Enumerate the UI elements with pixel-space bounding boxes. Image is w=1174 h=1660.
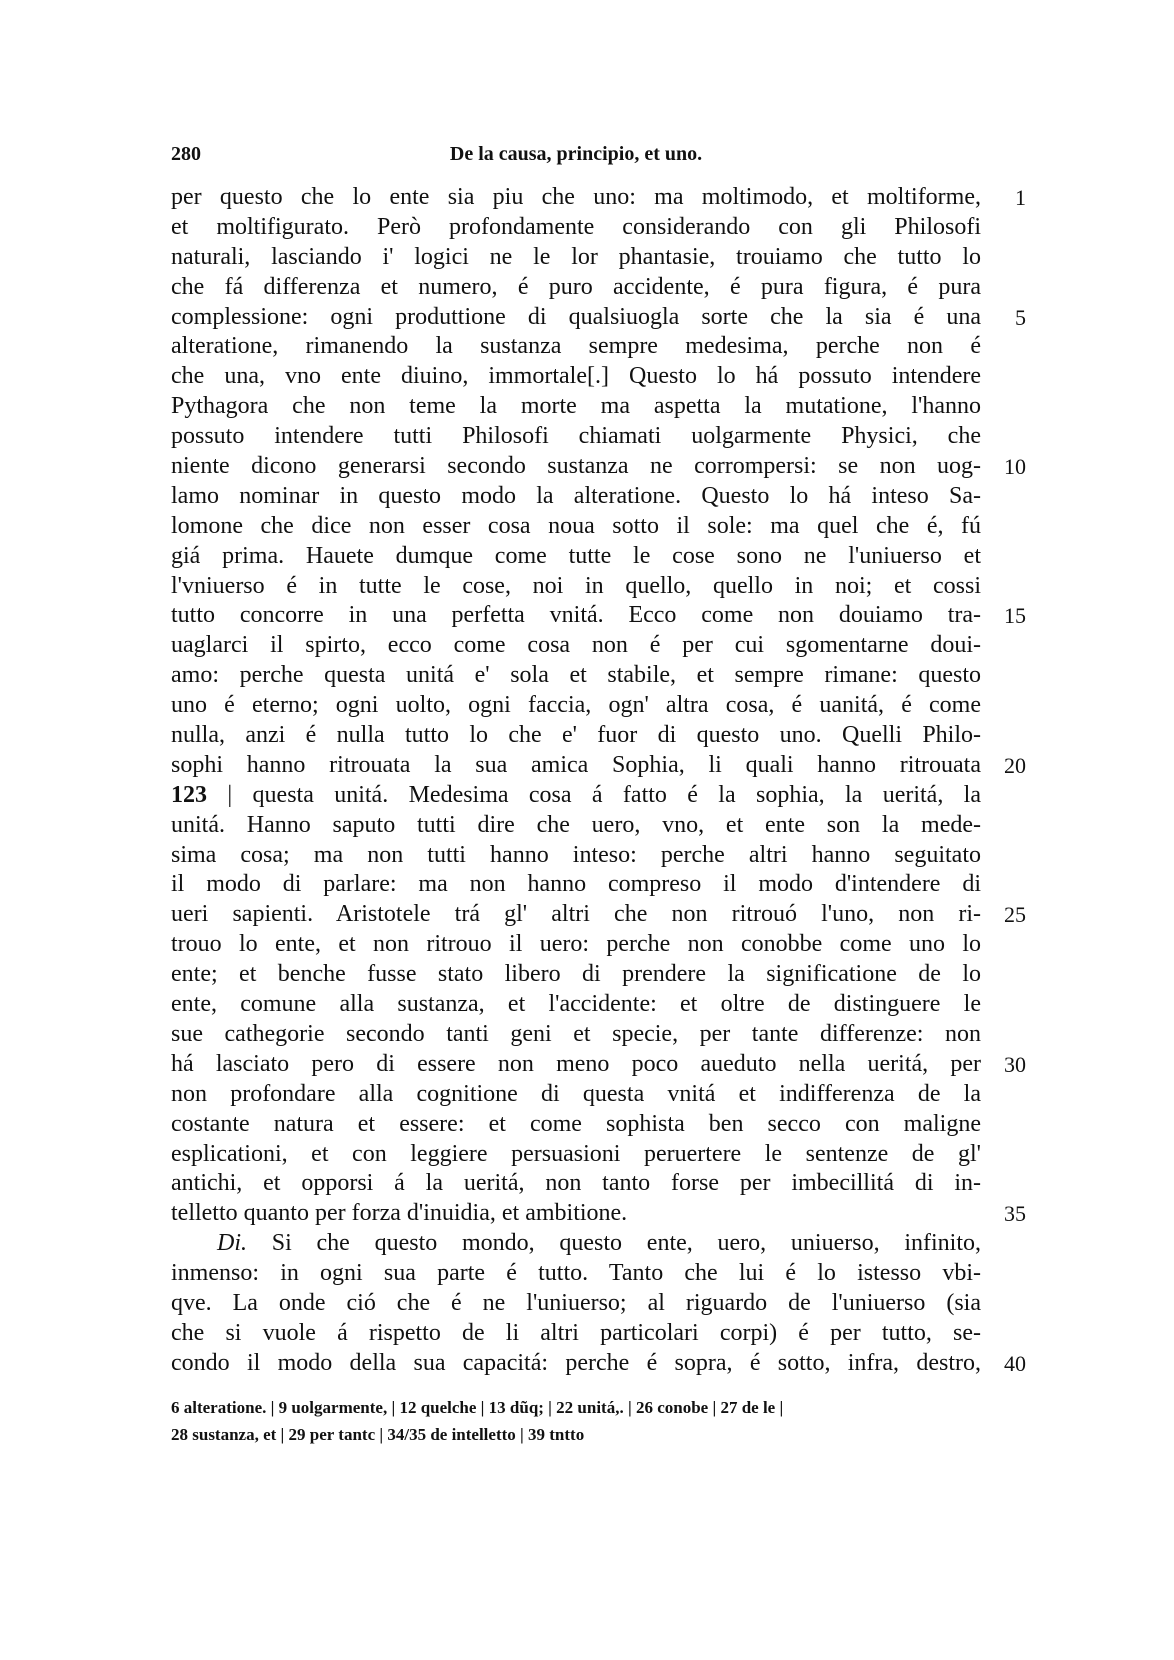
line-content: uaglarci il spirto, ecco come cosa non é per cui sgomentarne doui- xyxy=(171,632,981,659)
page-header xyxy=(171,143,981,173)
text-line xyxy=(171,243,981,273)
line-text xyxy=(171,332,981,362)
line-content: lomone che dice non esser cosa noua sotto il sole: ma quel che é, fú xyxy=(171,512,981,539)
page-number: 280 xyxy=(171,143,201,165)
line-content: non profondare alla cognitione di questa vnitá et indifferenza de la xyxy=(171,1080,981,1107)
line-content: sima cosa; ma non tutti hanno inteso: perche altri hanno seguitato xyxy=(171,841,981,868)
text-line xyxy=(171,362,981,392)
line-content: lamo nominar in questo modo la alteratione. Questo lo há inteso Sa- xyxy=(171,482,981,509)
text-line xyxy=(171,811,981,841)
line-content: sophi hanno ritrouata la sua amica Sophia, li quali hanno ritrouata xyxy=(171,751,981,778)
line-text xyxy=(171,631,981,661)
line-text xyxy=(171,183,981,213)
edition-page-marker: 123 xyxy=(171,781,207,808)
line-content: alteratione, rimanendo la sustanza sempre medesima, perche non é xyxy=(171,333,981,360)
line-content: per questo che lo ente sia piu che uno: ma moltimodo, et moltiforme, xyxy=(171,184,981,210)
line-content: che si vuole á rispetto de li altri particolari corpi) é per tutto, se- xyxy=(171,1319,981,1346)
line-number: 20 xyxy=(1004,752,1026,778)
line-text xyxy=(171,1110,981,1140)
line-content: qve. La onde ció che é ne l'uniuerso; al riguardo de l'uniuerso (sia xyxy=(171,1289,981,1316)
line-number: 35 xyxy=(1004,1201,1026,1227)
text-line xyxy=(171,482,981,512)
text-line xyxy=(171,900,1026,930)
line-content: unitá. Hanno saputo tutti dire che uero, vno, et ente son la mede- xyxy=(171,811,981,838)
text-line xyxy=(171,1349,1026,1379)
line-number: 5 xyxy=(1015,304,1026,330)
line-text xyxy=(171,422,981,452)
line-text xyxy=(171,1229,981,1259)
text-line xyxy=(171,691,981,721)
text-line xyxy=(171,1110,981,1140)
text-line xyxy=(171,1020,981,1050)
line-text xyxy=(171,1169,981,1199)
line-content: ente; et benche fusse stato libero di prendere la significatione de lo xyxy=(171,961,981,988)
line-content: giá prima. Hauete dumque come tutte le cose sono ne l'uniuerso et xyxy=(171,542,981,569)
body-text xyxy=(171,183,1026,1379)
text-line xyxy=(171,1050,1026,1080)
line-content: l'vniuerso é in tutte le cose, noi in quello, quello in noi; et cossi xyxy=(171,572,981,599)
line-text xyxy=(171,243,981,273)
line-text xyxy=(171,930,981,960)
line-content: telletto quanto per forza d'inuidia, et ambitione. xyxy=(171,1200,628,1227)
line-text xyxy=(171,721,981,751)
line-text xyxy=(171,213,981,243)
text-line xyxy=(171,631,981,661)
text-line xyxy=(171,601,1026,631)
line-content: | questa unitá. Medesima cosa á fatto é la sophia, la ueritá, la xyxy=(227,781,982,808)
line-text xyxy=(171,811,981,841)
line-text xyxy=(171,1349,981,1379)
line-content: possuto intendere tutti Philosofi chiamati uolgarmente Physici, che xyxy=(171,423,981,450)
line-content: Si che questo mondo, questo ente, uero, uniuerso, infinito, xyxy=(271,1230,981,1257)
line-content: inmenso: in ogni sua parte é tutto. Tanto che lui é lo istesso vbi- xyxy=(171,1260,981,1287)
text-line xyxy=(171,303,1026,333)
line-text xyxy=(171,362,981,392)
text-line xyxy=(171,1080,981,1110)
line-content: há lasciato pero di essere non meno poco aueduto nella ueritá, per xyxy=(171,1050,981,1077)
line-text xyxy=(171,1020,981,1050)
text-line xyxy=(171,392,981,422)
line-number: 15 xyxy=(1004,603,1026,629)
line-content: costante natura et essere: et come sophista ben secco con maligne xyxy=(171,1110,981,1137)
line-text xyxy=(171,542,981,572)
line-text xyxy=(171,870,981,900)
line-text xyxy=(171,572,981,602)
line-text xyxy=(171,303,981,333)
line-content: trouo lo ente, et non ritrouo il uero: perche non conobbe come uno lo xyxy=(171,931,981,958)
text-line xyxy=(171,542,981,572)
text-line xyxy=(171,1259,981,1289)
text-line xyxy=(171,183,1026,213)
line-number: 10 xyxy=(1004,454,1026,480)
line-number: 30 xyxy=(1004,1051,1026,1077)
line-text xyxy=(171,1050,981,1080)
line-text xyxy=(171,751,981,781)
line-content: tutto concorre in una perfetta vnitá. Ecco come non douiamo tra- xyxy=(171,602,981,629)
text-line xyxy=(171,1199,1026,1229)
text-line xyxy=(171,930,981,960)
line-text xyxy=(171,1289,981,1319)
line-content: che una, vno ente diuino, immortale[.] Questo lo há possuto intendere xyxy=(171,363,981,390)
line-content: antichi, et opporsi á la ueritá, non tanto forse per imbecillitá di in- xyxy=(171,1170,981,1197)
line-content: complessione: ogni produttione di qualsiuogla sorte che la sia é una xyxy=(171,303,981,330)
line-content: esplicationi, et con leggiere persuasioni peruertere le sentenze de gl' xyxy=(171,1140,981,1167)
text-line xyxy=(171,572,981,602)
text-line xyxy=(171,422,981,452)
text-line xyxy=(171,841,981,871)
text-line xyxy=(171,990,981,1020)
line-text xyxy=(171,512,981,542)
line-text xyxy=(171,1319,981,1349)
line-text xyxy=(171,601,981,631)
text-line xyxy=(171,1229,981,1259)
line-text xyxy=(171,452,981,482)
line-text xyxy=(171,273,981,303)
line-content: ueri sapienti. Aristotele trá gl' altri che non ritrouó l'uno, non ri- xyxy=(171,901,981,928)
line-content: sue cathegorie secondo tanti geni et specie, per tante differenze: non xyxy=(171,1020,981,1047)
text-line xyxy=(171,273,981,303)
text-line xyxy=(171,751,1026,781)
line-content: che fá differenza et numero, é puro accidente, é pura figura, é pura xyxy=(171,273,981,300)
text-line xyxy=(171,870,981,900)
line-content: condo il modo della sua capacitá: perche é sopra, é sotto, infra, destro, xyxy=(171,1349,981,1376)
line-text xyxy=(171,482,981,512)
line-content: amo: perche questa unitá e' sola et stabile, et sempre rimane: questo xyxy=(171,662,981,689)
line-text xyxy=(171,1199,981,1229)
line-content: nulla, anzi é nulla tutto lo che e' fuor di questo uno. Quelli Philo- xyxy=(171,722,981,749)
line-content: et moltifigurato. Però profondamente considerando con gli Philosofi xyxy=(171,213,981,240)
text-line xyxy=(171,213,981,243)
line-number: 1 xyxy=(1015,185,1026,210)
line-text xyxy=(171,781,981,811)
line-number: 25 xyxy=(1004,902,1026,928)
text-line xyxy=(171,960,981,990)
line-text xyxy=(171,960,981,990)
text-line xyxy=(171,781,981,811)
line-text xyxy=(171,1259,981,1289)
line-text xyxy=(171,661,981,691)
line-text xyxy=(171,900,981,930)
line-content: il modo di parlare: ma non hanno compreso il modo d'intendere di xyxy=(171,871,981,898)
footnote-line: 6 alteratione. | 9 uolgarmente, | 12 quelche | 13 dũq; | 22 unitá,. | 26 conobe | 27 de le | xyxy=(171,1398,784,1417)
text-line xyxy=(171,1289,981,1319)
text-line xyxy=(171,1319,981,1349)
line-text xyxy=(171,691,981,721)
speaker-label: Di. xyxy=(217,1230,247,1257)
text-line xyxy=(171,661,981,691)
line-content: Pythagora che non teme la morte ma aspetta la mutatione, l'hanno xyxy=(171,393,981,420)
line-text xyxy=(171,1140,981,1170)
line-text xyxy=(171,392,981,422)
text-line xyxy=(171,332,981,362)
text-line xyxy=(171,721,981,751)
line-text xyxy=(171,841,981,871)
line-text xyxy=(171,990,981,1020)
text-line xyxy=(171,1140,981,1170)
line-content: uno é eterno; ogni uolto, ogni faccia, ogn' altra cosa, é uanitá, é come xyxy=(171,692,981,719)
footnote-line: 28 sustanza, et | 29 per tantc | 34/35 de intelletto | 39 tntto xyxy=(171,1425,585,1444)
footnotes xyxy=(171,1394,981,1448)
line-content: naturali, lasciando i' logici ne le lor phantasie, trouiamo che tutto lo xyxy=(171,243,981,270)
line-content: ente, comune alla sustanza, et l'accidente: et oltre de distinguere le xyxy=(171,991,981,1018)
text-line xyxy=(171,512,981,542)
text-line xyxy=(171,452,1026,482)
line-number: 40 xyxy=(1004,1350,1026,1376)
running-title: De la causa, principio, et uno. xyxy=(449,143,703,165)
text-line xyxy=(171,1169,981,1199)
line-content: niente dicono generarsi secondo sustanza ne corrompersi: se non uog- xyxy=(171,453,981,480)
line-text xyxy=(171,1080,981,1110)
